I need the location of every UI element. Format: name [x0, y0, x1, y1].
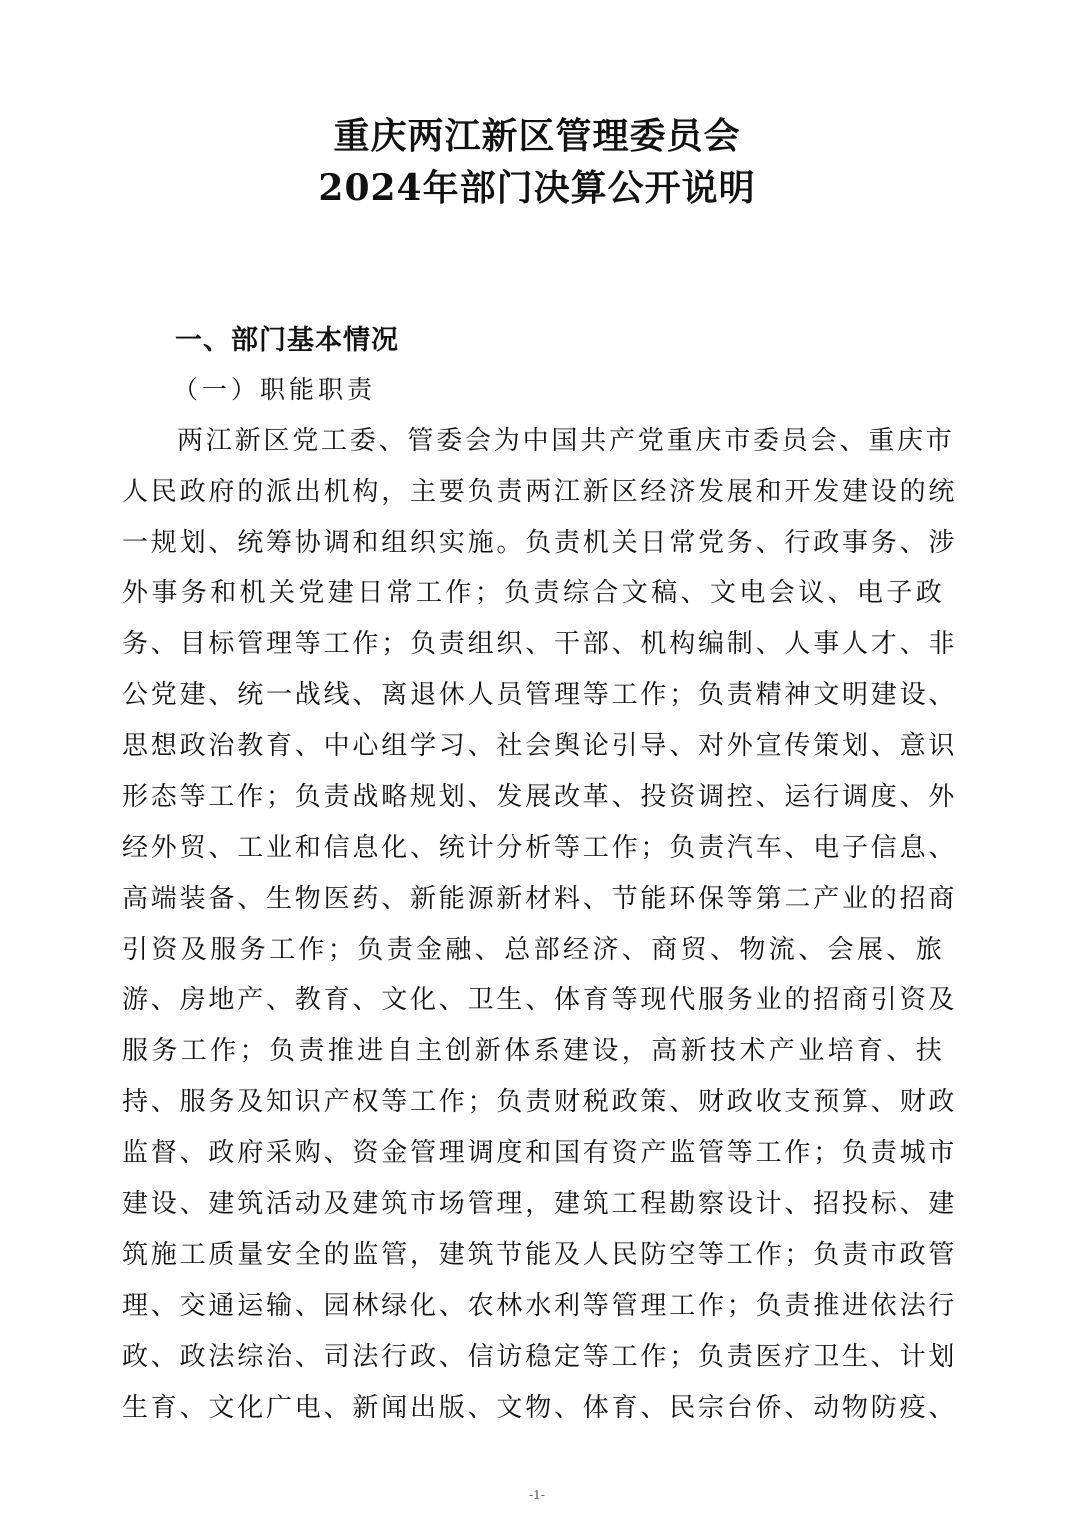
body-line: 游、房地产、教育、文化、卫生、体育等现代服务业的招商引资及: [122, 985, 958, 1015]
body-line: 筑施工质量安全的监管，建筑节能及人民防空等工作；负责市政管: [122, 1240, 958, 1270]
body-line: 务、目标管理等工作；负责组织、干部、机构编制、人事人才、非: [122, 629, 958, 659]
body-line: 政、政法综治、司法行政、信访稳定等工作；负责医疗卫生、计划: [122, 1342, 958, 1372]
body-line: 理、交通运输、园林绿化、农林水利等管理工作；负责推进依法行: [122, 1291, 958, 1321]
body-line: 外事务和机关党建日常工作；负责综合文稿、文电会议、电子政: [122, 578, 946, 608]
body-line: 一规划、统筹协调和组织实施。负责机关日常党务、行政事务、涉: [122, 528, 958, 558]
body-line: 经外贸、工业和信息化、统计分析等工作；负责汽车、电子信息、: [122, 833, 958, 863]
body-line: 两江新区党工委、管委会为中国共产党重庆市委员会、重庆市: [177, 426, 955, 456]
body-line: 公党建、统一战线、离退休人员管理等工作；负责精神文明建设、: [122, 680, 958, 710]
page-number: -1-: [529, 1488, 545, 1502]
body-line: 引资及服务工作；负责金融、总部经济、商贸、物流、会展、旅: [122, 935, 946, 965]
body-line: 人民政府的派出机构，主要负责两江新区经济发展和开发建设的统: [122, 477, 958, 507]
document-title-line-1: 重庆两江新区管理委员会: [333, 115, 741, 157]
section-heading: 一、部门基本情况: [175, 325, 399, 356]
body-line: 高端装备、生物医药、新能源新材料、节能环保等第二产业的招商: [122, 884, 958, 914]
body-line: 服务工作；负责推进自主创新体系建设，高新技术产业培育、扶: [122, 1036, 946, 1066]
body-line: 生育、文化广电、新闻出版、文物、体育、民宗台侨、动物防疫、: [122, 1393, 958, 1423]
body-line: 形态等工作；负责战略规划、发展改革、投资调控、运行调度、外: [122, 782, 958, 812]
body-line: 建设、建筑活动及建筑市场管理，建筑工程勘察设计、招投标、建: [122, 1189, 958, 1219]
body-line: 监督、政府采购、资金管理调度和国有资产监管等工作；负责城市: [122, 1138, 958, 1168]
body-line: 持、服务及知识产权等工作；负责财税政策、财政收支预算、财政: [122, 1087, 958, 1117]
body-line: 思想政治教育、中心组学习、社会舆论引导、对外宣传策划、意识: [122, 731, 958, 761]
subsection-heading: （一）职能职责: [173, 375, 377, 404]
document-title-line-2: 2024年部门决算公开说明: [318, 167, 756, 209]
